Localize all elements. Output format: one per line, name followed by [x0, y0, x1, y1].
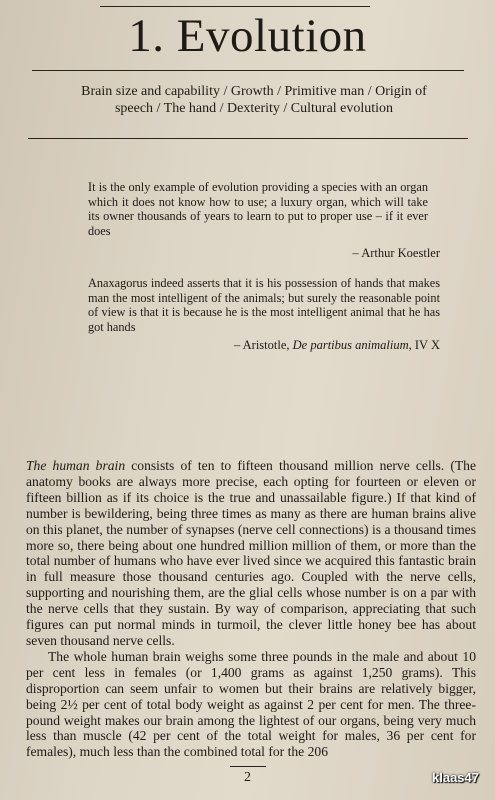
attribution-suffix: , IV X [408, 338, 440, 352]
epigraph-koestler [88, 180, 428, 238]
body-paragraph-2: The whole human brain weighs some three pounds in the male and about 10 per cent less in females (or 1,400 grams as against 1,250 grams). This disproportion can seem unfair to women but their brains are relatively bigger, being 2½ per cent of total body weight as against 2 per cent for men. The three-pound weight makes our brain among the lightest of our organs, being very much less than muscle (42 per cent of the total weight for males, 36 per cent for females), much less than the combined total for the 206 [26, 648, 476, 760]
epigraph-koestler-attribution: – Arthur Koestler [352, 246, 440, 260]
attribution-prefix: – Aristotle, [233, 338, 293, 352]
attribution-work-title: De partibus animalium [292, 338, 409, 352]
footer-rule [230, 766, 266, 767]
chapter-title: 1. Evolution [128, 10, 367, 62]
lead-italic-phrase: The human brain [26, 458, 126, 473]
epigraph-koestler-text: It is the only example of evolution providing a species with an organ which it does not know how to use; a luxury organ, which will take its owner thousands of years to learn to put to proper use – if it ever does [88, 180, 428, 238]
page-number: 2 [244, 770, 251, 785]
main-body-text [26, 458, 476, 760]
epigraph-aristotle-text: Anaxagorus indeed asserts that it is his possession of hands that makes man the most intelligent of the animals; but surely the reasonable point of view is that it is because he is the most intelligent animal that he has got hands [88, 276, 440, 334]
paragraph-1-text: consists of ten to fifteen thousand million nerve cells. (The anatomy books are always more precise, each opting for fourteen or eleven or fifteen billion as if its choice is the true and unassailable figure.) If that kind of number is bewildering, being three times as many as there are human brains alive on this planet, the number of synapses (nerve cell connections) is a thousand times more so, there being about one hundred million million of them, or more than the total number of humans who have ever lived since we acquired this fantastic brain in full measure those thousand centuries ago. Coupled with the nerve cells, supporting and nourishing them, are the glial cells whose number is on a par with the nerve cells that they sustain. By way of comparison, appreciating that such figures can put normal minds in turmoil, the clever little honey bee has about seven thousand nerve cells. [26, 458, 476, 648]
topics-bottom-rule [28, 138, 468, 139]
photo-watermark: klaas47 [432, 770, 479, 785]
title-top-rule [100, 6, 370, 7]
body-paragraph-1 [26, 458, 476, 649]
epigraph-aristotle [88, 276, 440, 334]
title-bottom-rule [32, 70, 464, 71]
chapter-topics: Brain size and capability / Growth / Primitive man / Origin of speech / The hand / Dexterity / Cultural evolution [81, 84, 427, 116]
epigraph-aristotle-attribution [88, 338, 440, 353]
